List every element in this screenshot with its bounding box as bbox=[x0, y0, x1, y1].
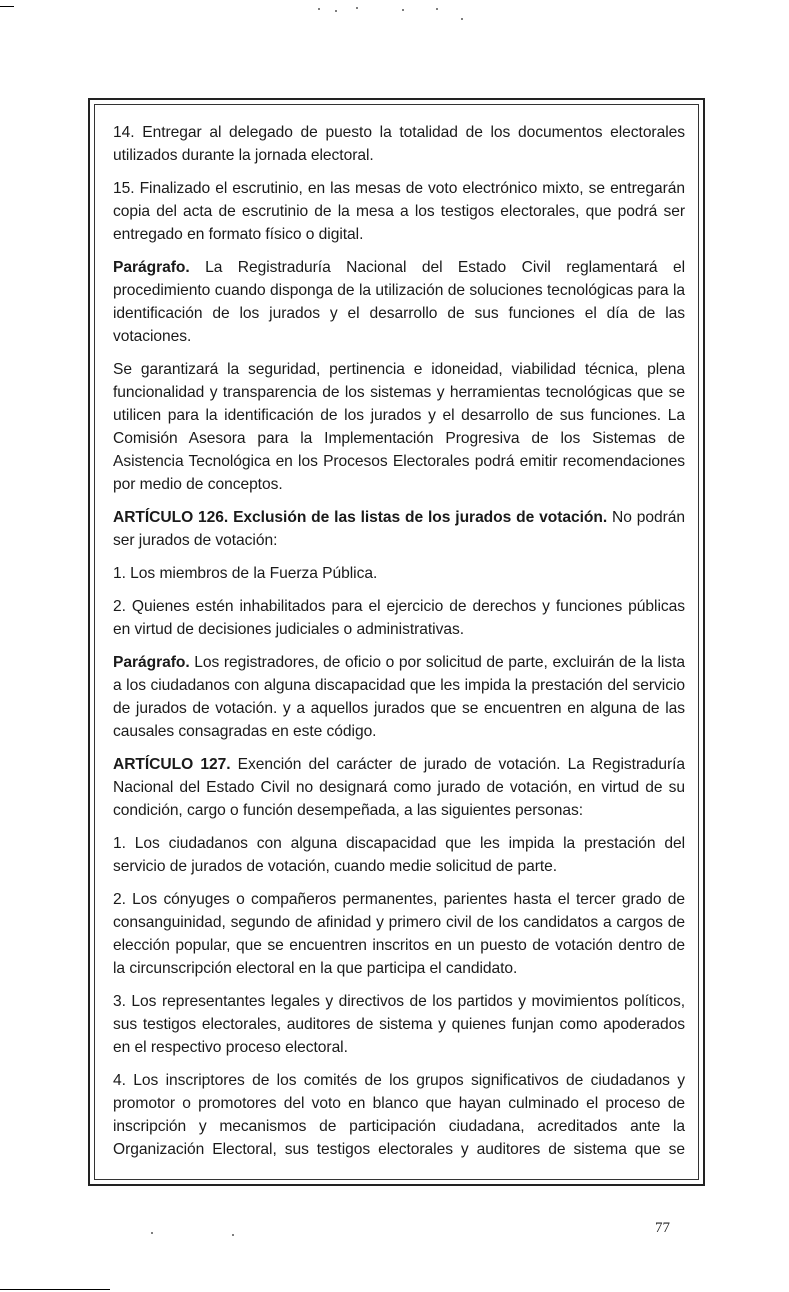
paragrafo-heading: Parágrafo. bbox=[113, 259, 190, 276]
scan-speck bbox=[318, 8, 320, 10]
paragraph-art126-item-1: 1. Los miembros de la Fuerza Pública. bbox=[113, 565, 378, 582]
paragraph-articulo-127 bbox=[113, 753, 685, 822]
paragraph-art127-item-3: 3. Los representantes legales y directivos de los partidos y movimientos políticos, sus testigos electorales, auditores de sistema y quienes funjan como apoderados en el respectivo proceso electoral. bbox=[113, 993, 685, 1056]
paragrafo-2-text: Los registradores, de oficio o por solicitud de parte, excluirán de la lista a los ciudadanos con alguna discapacidad que les impida la prestación del servicio de jurados de votación. y a aquellos jurados que se encuentren en alguna de las causales consagradas en este código. bbox=[113, 654, 685, 740]
paragraph-item-14: 14. Entregar al delegado de puesto la totalidad de los documentos electorales utilizados durante la jornada electoral. bbox=[113, 124, 685, 164]
scan-edge-mark-bottom bbox=[0, 1289, 110, 1290]
paragrafo-2-heading: Parágrafo. bbox=[113, 654, 190, 671]
paragraph-paragrafo-2 bbox=[113, 651, 685, 743]
paragraph-item-15: 15. Finalizado el escrutinio, en las mesas de voto electrónico mixto, se entregarán copia del acta de escrutinio de la mesa a los testigos electorales, que podrá ser entregado en formato físico o digital. bbox=[113, 180, 685, 243]
paragraph-paragrafo bbox=[113, 256, 685, 348]
paragraph-garantiza: Se garantizará la seguridad, pertinencia e idoneidad, viabilidad técnica, plena funcionalidad y transparencia de los sistemas y herramientas tecnológicas que se utilicen para la identificación de los jurados y el desarrollo de sus funciones. La Comisión Asesora para la Implementación Progresiva de los Sistemas de Asistencia Tecnológica en los Procesos Electorales podrá emitir recomendaciones por medio de conceptos. bbox=[113, 361, 685, 493]
paragraph-art127-item-2: 2. Los cónyuges o compañeros permanentes, parientes hasta el tercer grado de consanguinidad, segundo de afinidad y primero civil de los candidatos a cargos de elección popular, que se encuentren inscritos en un puesto de votación dentro de la circunscripción electoral en la que participa el candidato. bbox=[113, 891, 685, 977]
scan-speck bbox=[356, 7, 358, 9]
scan-speck bbox=[436, 8, 438, 10]
paragraph-art126-item-2: 2. Quienes estén inhabilitados para el ejercicio de derechos y funciones públicas en virtud de decisiones judiciales o administrativas. bbox=[113, 598, 685, 638]
scan-edge-mark-top bbox=[0, 6, 14, 7]
article-127-heading: ARTÍCULO 127. bbox=[113, 756, 231, 773]
paragraph-art127-item-4: 4. Los inscriptores de los comités de los grupos significativos de ciudadanos y promotor o promotores del voto en blanco que hayan culminado el proceso de inscripción y mecanismos de participación ciudadana, acreditados ante la Organización Electoral, sus testigos electorales y auditores de sistema que se bbox=[113, 1072, 685, 1158]
paragrafo-text: La Registraduría Nacional del Estado Civil reglamentará el procedimiento cuando disponga de la utilización de soluciones tecnológicas para la identificación de los jurados y el desarrollo de sus funciones el día de las votaciones. bbox=[113, 259, 685, 345]
scan-speck bbox=[402, 9, 404, 11]
scan-speck bbox=[335, 10, 337, 12]
article-126-text: No podrán ser jurados de votación: bbox=[113, 509, 686, 549]
article-127-text: Exención del carácter de jurado de votación. La Registraduría Nacional del Estado Civil no designará como jurado de votación, en virtud de su condición, cargo o función desempeñada, a las siguientes personas: bbox=[113, 756, 685, 819]
page-number: 77 bbox=[655, 1220, 670, 1236]
article-126-heading: ARTÍCULO 126. Exclusión de las listas de los jurados de votación. bbox=[113, 509, 608, 526]
scan-speck bbox=[232, 1234, 234, 1236]
scan-speck bbox=[151, 1232, 153, 1234]
scan-speck bbox=[461, 18, 463, 20]
document-body bbox=[113, 121, 685, 1161]
paragraph-art127-item-1: 1. Los ciudadanos con alguna discapacidad que les impida la prestación del servicio de jurados de votación, cuando medie solicitud de parte. bbox=[113, 835, 685, 875]
paragraph-articulo-126 bbox=[113, 506, 685, 552]
